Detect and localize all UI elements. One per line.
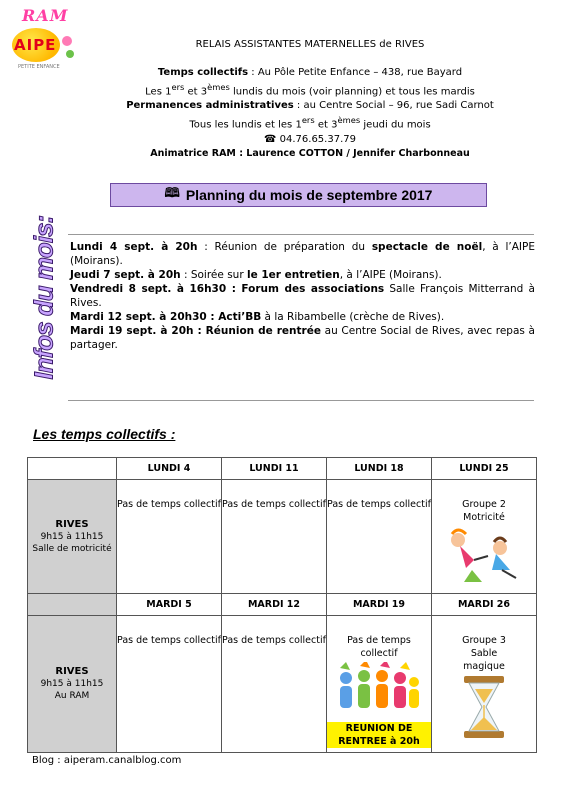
- party-people-icon: [336, 662, 422, 718]
- mardi19-text: Pas de temps collectif: [347, 635, 411, 659]
- column-header: LUNDI 11: [222, 458, 327, 480]
- header-line-permanences: [90, 99, 530, 113]
- table-cell: Pas de temps collectif: [222, 480, 327, 594]
- infos-list: [70, 240, 535, 352]
- tuesday-header-row: [28, 594, 537, 616]
- infos-bottom-divider: [68, 400, 534, 401]
- place-room: Salle de motricité: [32, 543, 112, 554]
- logo-flower-icon: [62, 36, 72, 46]
- animatrice-line: Animatrice RAM : Laurence COTTON / Jennifer Charbonneau: [150, 147, 470, 159]
- header: [90, 38, 530, 161]
- blog-address: Blog : aiperam.canalblog.com: [32, 755, 182, 766]
- schedule-text-c: lundis du mois (voir planning) et tous les mardis: [229, 86, 475, 98]
- info-text: , à l’AIPE (Moirans).: [339, 269, 442, 281]
- planning-banner: [110, 183, 487, 207]
- ram-aipe-logo: [8, 6, 82, 72]
- header-line-temps: [90, 66, 530, 80]
- place-time: 9h15 à 11h15: [40, 531, 104, 542]
- schedule-text-b: et 3: [184, 86, 208, 98]
- column-header: MARDI 5: [117, 594, 222, 616]
- info-date: Jeudi 7 sept. à 20h: [70, 269, 181, 281]
- book-icon: 🕮: [164, 185, 180, 200]
- info-highlight: le 1er entretien: [246, 269, 340, 281]
- permanences-label: Permanences administratives: [126, 100, 294, 112]
- column-header: LUNDI 18: [327, 458, 432, 480]
- days-text-c: jeudi du mois: [360, 119, 431, 131]
- info-item: [70, 310, 535, 324]
- info-item: [70, 282, 535, 310]
- column-header: MARDI 12: [222, 594, 327, 616]
- planning-table: [27, 457, 537, 753]
- table-cell-group2: [432, 480, 537, 594]
- info-text: : Soirée sur: [180, 269, 247, 281]
- schedule-sup-2: èmes: [207, 82, 230, 92]
- organization-name: RELAIS ASSISTANTES MATERNELLES de RIVES: [195, 39, 425, 50]
- info-text: : Réunion de préparation du: [197, 241, 372, 253]
- info-highlight: spectacle de noël: [371, 241, 483, 253]
- column-header: LUNDI 4: [117, 458, 222, 480]
- table-cell: Pas de temps collectif: [117, 480, 222, 594]
- info-item: [70, 240, 535, 268]
- reunion-note: REUNION DE RENTREE à 20h: [327, 722, 431, 748]
- section-title: Les temps collectifs :: [33, 426, 176, 442]
- logo-subtitle: PETITE ENFANCE: [18, 64, 60, 70]
- days-sup-2: èmes: [337, 115, 361, 126]
- info-text: à la Ribambelle (crèche de Rives).: [261, 311, 445, 323]
- temps-label: Temps collectifs: [157, 67, 249, 78]
- monday-row: [28, 480, 537, 594]
- info-date: Lundi 4 sept. à 20h: [70, 241, 198, 253]
- days-text-b: et 3: [314, 119, 338, 131]
- info-text: , à l’AIPE (Moirans).: [70, 241, 535, 267]
- permanences-address: : au Centre Social – 96, rue Sadi Carnot: [293, 100, 494, 112]
- row-header-monday: [28, 480, 117, 594]
- column-header: MARDI 19: [327, 594, 432, 616]
- corner-cell: [28, 458, 117, 480]
- place-name: RIVES: [55, 666, 89, 677]
- planning-title: Planning du mois de septembre 2017: [185, 187, 433, 203]
- table-cell: Pas de temps collectif: [117, 616, 222, 753]
- days-text-a: Tous les lundis et les 1: [189, 119, 302, 131]
- info-text: au Centre Social de Rives, avec repas à partager.: [70, 325, 535, 351]
- column-header: MARDI 26: [432, 594, 537, 616]
- column-header: LUNDI 25: [432, 458, 537, 480]
- info-text: Salle François Mitterrand à Rives.: [70, 283, 535, 309]
- hourglass-icon: [461, 675, 507, 739]
- monday-header-row: [28, 458, 537, 480]
- kids-playing-icon: [444, 526, 524, 588]
- header-line-days: [90, 113, 530, 132]
- info-item: [70, 324, 535, 352]
- place-room: Au RAM: [54, 691, 90, 701]
- infos-top-divider: [68, 234, 534, 235]
- info-date: Vendredi 8 sept. à 16h30 : Forum des associations: [70, 283, 385, 295]
- table-cell: Pas de temps collectif: [222, 616, 327, 753]
- place-time: 9h15 à 11h15: [40, 679, 104, 689]
- table-cell-group3: [432, 616, 537, 753]
- table-cell: Pas de temps collectif: [327, 480, 432, 594]
- logo-leaf-icon: [66, 50, 74, 58]
- info-item: [70, 268, 535, 282]
- info-date: Mardi 12 sept. à 20h30 : Acti’BB: [70, 311, 262, 323]
- place-name: RIVES: [55, 518, 89, 530]
- tuesday-row: [28, 616, 537, 753]
- schedule-sup-1: ers: [171, 82, 185, 92]
- corner-cell: [28, 594, 117, 616]
- header-line-schedule: [90, 80, 530, 99]
- temps-address: : Au Pôle Petite Enfance – 438, rue Bayard: [248, 67, 463, 78]
- phone-number: ☎ 04.76.65.37.79: [264, 133, 356, 145]
- row-header-tuesday: [28, 616, 117, 753]
- infos-du-mois-label: [28, 215, 59, 385]
- group2-label: Groupe 2 Motricité: [462, 499, 506, 523]
- schedule-text-a: Les 1: [145, 86, 172, 98]
- logo-aipe-text: AIPE: [14, 36, 57, 54]
- logo-ram-text: RAM: [22, 6, 69, 25]
- days-sup-1: ers: [301, 115, 315, 126]
- table-cell-mardi19: [327, 616, 432, 753]
- infos-label-text: Infos du mois:: [28, 215, 59, 380]
- group3-label: Groupe 3 Sable magique: [462, 635, 506, 672]
- info-date: Mardi 19 sept. à 20h : Réunion de rentrée: [70, 325, 321, 337]
